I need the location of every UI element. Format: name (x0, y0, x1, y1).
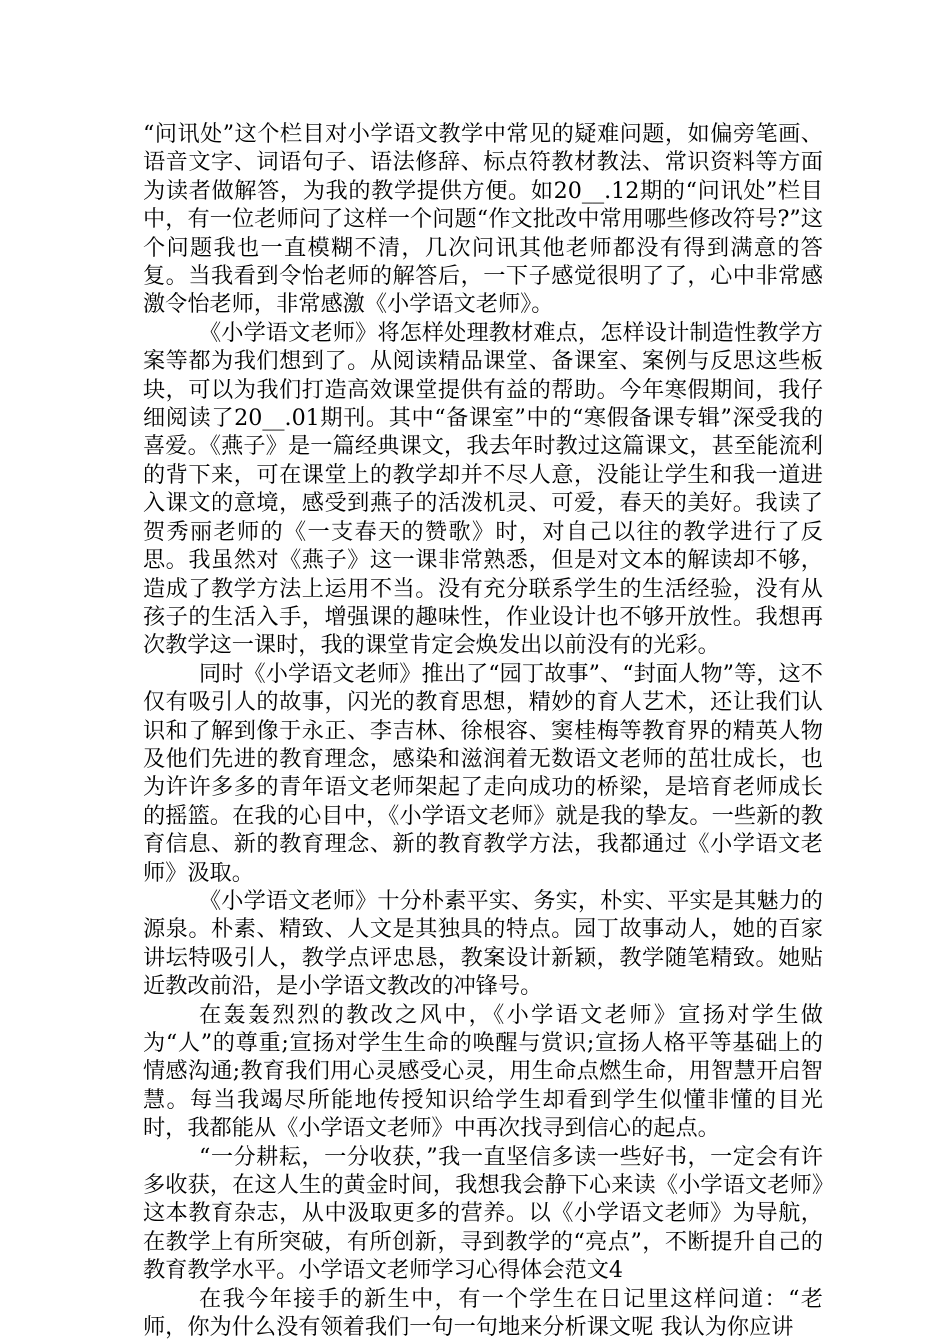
paragraph-teaching-difficulties: 《小学语文老师》将怎样处理教材难点，怎样设计制造性教学方案等都为我们想到了。从阅读精品课堂、备课室、案例与反思这些板块，可以为我们打造高效课堂提供有益的帮助。今年寒假期间，我仔细阅读了20__.01期刊。其中“备课室”中的“寒假备课专辑”深受我的喜爱。《燕子》是一篇经典课文，我去年时教过这篇课文，甚至能流利的背下来，可在课堂上的教学却并不尽人意，没能让学生和我一道进入课文的意境，感受到燕子的活泼机灵、可爱，春天的美好。我读了贺秀丽老师的《一支春天的赞歌》时，对自己以往的教学进行了反思。我虽然对《燕子》这一课非常熟悉，但是对文本的解读却不够，造成了教学方法上运用不当。没有充分联系学生的生活经验，没有从孩子的生活入手，增强课的趣味性，作业设计也不够开放性。我想再次教学这一课时，我的课堂肯定会焕发出以前没有的光彩。 (143, 319, 823, 659)
paragraph-new-students: 在我今年接手的新生中，有一个学生在日记里这样问道：“老师，你为什么没有领着我们一句一句地来分析课文呢 我认为你应讲 (143, 1285, 823, 1341)
paragraph-education-reform: 在轰轰烈烈的教改之风中，《小学语文老师》宣扬对学生做为“人”的尊重;宣扬对学生生命的唤醒与赏识;宣扬人格平等基础上的情感沟通;教育我们用心灵感受心灵，用生命点燃生命，用智慧开启智慧。每当我竭尽所能地传授知识给学生却看到学生似懂非懂的目光时，我都能从《小学语文老师》中再次找寻到信心的起点。 (143, 1001, 823, 1142)
paragraph-harvest: “一分耕耘，一分收获，”我一直坚信多读一些好书，一定会有许多收获，在这人生的黄金时间，我想我会静下心来读《小学语文老师》这本教育杂志，从中汲取更多的营养。以《小学语文老师》为导航，在教学上有所突破，有所创新，寻到教学的“亮点”，不断提升自己的教育教学水平。小学语文老师学习心得体会范文4 (143, 1143, 823, 1284)
paragraph-wenxunchu: “问讯处”这个栏目对小学语文教学中常见的疑难问题，如偏旁笔画、语音文字、词语句子、语法修辞、标点符教材教法、常识资料等方面为读者做解答，为我的教学提供方便。如20__.12期的“问讯处”栏目中，有一位老师问了这样一个问题“作文批改中常用哪些修改符号?”这个问题我也一直模糊不清，几次问讯其他老师都没有得到满意的答复。当我看到令怡老师的解答后，一下子感觉很明了了，心中非常感激令怡老师，非常感激《小学语文老师》。 (143, 121, 823, 318)
paragraph-simple-practical: 《小学语文老师》十分朴素平实、务实，朴实、平实是其魅力的源泉。朴素、精致、人文是其独具的特点。园丁故事动人，她的百家讲坛特吸引人，教学点评忠恳，教案设计新颖，教学随笔精致。她贴近教改前沿，是小学语文教改的冲锋号。 (143, 887, 823, 1000)
paragraph-gardener-stories: 同时《小学语文老师》推出了“园丁故事”、“封面人物”等，这不仅有吸引人的故事，闪光的教育思想，精妙的育人艺术，还让我们认识和了解到像于永正、李吉林、徐根容、窦桂梅等教育界的精英人物及他们先进的教育理念，感染和滋润着无数语文老师的茁壮成长，也为许许多多的青年语文老师架起了走向成功的桥梁，是培育老师成长的摇篮。在我的心目中，《小学语文老师》就是我的挚友。一些新的教育信息、新的教育理念、新的教育教学方法，我都通过《小学语文老师》汲取。 (143, 660, 823, 886)
document-page (143, 120, 823, 1341)
